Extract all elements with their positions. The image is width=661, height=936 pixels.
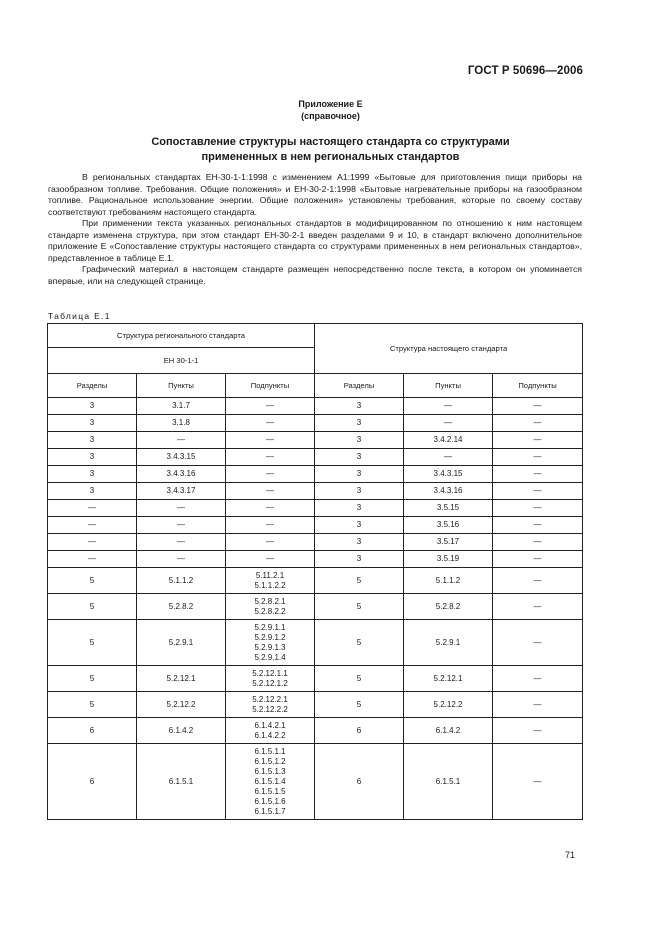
column-header: Подпункты xyxy=(226,374,315,398)
table-cell: — xyxy=(226,415,315,432)
table-cell: 6 xyxy=(315,718,404,744)
table-cell: 3 xyxy=(48,449,137,466)
column-header: Пункты xyxy=(137,374,226,398)
table-cell: — xyxy=(493,744,583,820)
table-row xyxy=(48,551,583,568)
table-cell: 3.1.8 xyxy=(137,415,226,432)
table-row xyxy=(48,744,583,820)
table-row xyxy=(48,594,583,620)
table-cell: — xyxy=(493,620,583,666)
table-row xyxy=(48,398,583,415)
comparison-table xyxy=(47,323,583,820)
table-cell: 6.1.4.2.1 6.1.4.2.2 xyxy=(226,718,315,744)
table-cell: — xyxy=(493,398,583,415)
appendix-title-block xyxy=(0,98,661,122)
table-cell: 3.5.19 xyxy=(404,551,493,568)
table-cell: 5 xyxy=(315,692,404,718)
table-cell: — xyxy=(226,551,315,568)
table-cell: 5 xyxy=(315,568,404,594)
table-cell: 5 xyxy=(48,666,137,692)
table-cell: — xyxy=(137,517,226,534)
paragraph: При применении текста указанных региональных стандартов в модифицированном по отношению к ним настоящем стандарте изменена структура, при этом стандарт ЕН-30-2-1 введен разделами 9 и 10, в стандарт включено дополнительное приложение Е «Сопоставление структуры настоящего стандарта со структурами примененных в нем региональных стандартов», представленное в таблице Е.1. xyxy=(48,218,582,263)
table-cell: 3 xyxy=(48,398,137,415)
table-cell: — xyxy=(137,534,226,551)
table-cell: 5.2.12.2.1 5.2.12.2.2 xyxy=(226,692,315,718)
table-cell: 3 xyxy=(315,517,404,534)
column-header: Разделы xyxy=(48,374,137,398)
table-cell: — xyxy=(493,517,583,534)
table-cell: — xyxy=(404,449,493,466)
table-cell: 3 xyxy=(48,415,137,432)
table-cell: — xyxy=(226,483,315,500)
table-cell: 3.4.3.15 xyxy=(137,449,226,466)
table-cell: 5 xyxy=(48,692,137,718)
table-cell: 6.1.4.2 xyxy=(404,718,493,744)
column-header: Подпункты xyxy=(493,374,583,398)
table-cell: 6 xyxy=(315,744,404,820)
table-cell: 5 xyxy=(315,620,404,666)
column-header: Разделы xyxy=(315,374,404,398)
table-row xyxy=(48,568,583,594)
table-cell: 5.2.12.2 xyxy=(404,692,493,718)
table-cell: 5.11.2.1 5.1.1.2.2 xyxy=(226,568,315,594)
table-row xyxy=(48,449,583,466)
table-cell: — xyxy=(493,534,583,551)
table-cell: — xyxy=(404,398,493,415)
table-cell: 5.2.9.1.1 5.2.9.1.2 5.2.9.1.3 5.2.9.1.4 xyxy=(226,620,315,666)
heading-line-2: примененных в нем региональных стандартов xyxy=(201,151,460,163)
table-cell: — xyxy=(404,415,493,432)
table-row xyxy=(48,415,583,432)
table-cell: 5.2.12.1 xyxy=(137,666,226,692)
table-row xyxy=(48,666,583,692)
table-cell: 6 xyxy=(48,744,137,820)
table-cell: — xyxy=(226,534,315,551)
table-cell: 5 xyxy=(48,568,137,594)
table-cell: 3.5.15 xyxy=(404,500,493,517)
table-cell: 3 xyxy=(48,432,137,449)
table-cell: — xyxy=(226,500,315,517)
table-cell: 3.5.16 xyxy=(404,517,493,534)
appendix-title: Приложение Е xyxy=(298,99,363,109)
table-cell: — xyxy=(137,500,226,517)
table-cell: 3 xyxy=(315,432,404,449)
paragraph: В региональных стандартах ЕН-30-1-1:1998 с изменением А1:1999 «Бытовые для приготовления пищи приборы на газообразном топливе. Требования. Общие положения» и ЕН-30-2-1:1998 «Бытовые нагревательные приборы на газообразном топливе. Рациональное использование энергии. Общие положения» установлены требования, которые по своему составу соответствуют требованиям настоящего стандарта. xyxy=(48,172,582,217)
current-structure-header: Структура настоящего стандарта xyxy=(315,324,583,374)
table-cell: 5 xyxy=(48,594,137,620)
column-header: Пункты xyxy=(404,374,493,398)
table-cell: — xyxy=(48,500,137,517)
table-cell: 3.4.3.16 xyxy=(137,466,226,483)
table-cell: 5.2.8.2 xyxy=(404,594,493,620)
table-cell: 3.4.2.14 xyxy=(404,432,493,449)
table-cell: 3 xyxy=(48,483,137,500)
table-cell: 6.1.5.1 xyxy=(404,744,493,820)
table-body xyxy=(48,398,583,820)
table-cell: 3 xyxy=(315,483,404,500)
table-cell: 3 xyxy=(315,415,404,432)
table-cell: — xyxy=(493,692,583,718)
table-cell: 5.2.12.2 xyxy=(137,692,226,718)
table-cell: 5.2.9.1 xyxy=(404,620,493,666)
table-cell: 5 xyxy=(315,594,404,620)
table-cell: — xyxy=(48,517,137,534)
paragraph: Графический материал в настоящем стандарте размещен непосредственно после текста, в котором он упоминается впервые, или на следующей странице. xyxy=(48,264,582,286)
table-cell: — xyxy=(493,666,583,692)
table-cell: 5.2.8.2 xyxy=(137,594,226,620)
document-code: ГОСТ Р 50696—2006 xyxy=(467,65,583,77)
table-cell: — xyxy=(493,568,583,594)
table-cell: — xyxy=(226,517,315,534)
table-cell: 5.2.12.1 xyxy=(404,666,493,692)
table-cell: 3 xyxy=(315,398,404,415)
table-row xyxy=(48,620,583,666)
table-cell: — xyxy=(493,500,583,517)
table-cell: 5.2.12.1.1 5.2.12.1.2 xyxy=(226,666,315,692)
table-cell: — xyxy=(493,594,583,620)
table-row xyxy=(48,517,583,534)
table-cell: 6.1.5.1.1 6.1.5.1.2 6.1.5.1.3 6.1.5.1.4 6.1.5.1.5 6.1.5.1.6 6.1.5.1.7 xyxy=(226,744,315,820)
table-cell: 3.5.17 xyxy=(404,534,493,551)
table-cell: 3.4.3.15 xyxy=(404,466,493,483)
table-cell: 3 xyxy=(48,466,137,483)
table-cell: 3 xyxy=(315,466,404,483)
table-cell: — xyxy=(493,551,583,568)
table-cell: 5.2.9.1 xyxy=(137,620,226,666)
table-cell: 3.4.3.17 xyxy=(137,483,226,500)
section-heading xyxy=(0,135,661,165)
table-cell: 5.2.8.2.1 5.2.8.2.2 xyxy=(226,594,315,620)
table-cell: 3 xyxy=(315,534,404,551)
table-cell: — xyxy=(493,718,583,744)
table-row xyxy=(48,500,583,517)
table-cell: — xyxy=(226,466,315,483)
table-cell: — xyxy=(493,483,583,500)
table-cell: — xyxy=(226,432,315,449)
table-row xyxy=(48,432,583,449)
table-row xyxy=(48,718,583,744)
table-cell: — xyxy=(493,415,583,432)
table-caption: Таблица Е.1 xyxy=(48,311,111,321)
table-cell: 3.4.3.16 xyxy=(404,483,493,500)
table-cell: — xyxy=(226,449,315,466)
table-cell: — xyxy=(137,432,226,449)
page-number: 71 xyxy=(564,850,575,860)
appendix-subtitle: (справочное) xyxy=(301,111,360,121)
table-cell: — xyxy=(48,551,137,568)
table-row xyxy=(48,534,583,551)
body-text xyxy=(48,172,582,287)
table-cell: 3 xyxy=(315,551,404,568)
table-cell: 6.1.4.2 xyxy=(137,718,226,744)
table-cell: — xyxy=(48,534,137,551)
table-cell: — xyxy=(493,432,583,449)
table-cell: — xyxy=(226,398,315,415)
table-cell: 5.1.1.2 xyxy=(137,568,226,594)
table-cell: — xyxy=(493,466,583,483)
table-row xyxy=(48,466,583,483)
table-cell: 5 xyxy=(48,620,137,666)
heading-line-1: Сопоставление структуры настоящего стандарта со структурами xyxy=(151,136,510,148)
regional-structure-header: Структура регионального стандарта xyxy=(48,324,315,348)
table-cell: 5.1.1.2 xyxy=(404,568,493,594)
regional-standard-name: ЕН 30-1-1 xyxy=(48,348,315,374)
table-cell: 3 xyxy=(315,500,404,517)
table-cell: 5 xyxy=(315,666,404,692)
table-cell: — xyxy=(137,551,226,568)
table-cell: 6.1.5.1 xyxy=(137,744,226,820)
table-row xyxy=(48,483,583,500)
table-row xyxy=(48,692,583,718)
table-cell: — xyxy=(493,449,583,466)
table-cell: 3 xyxy=(315,449,404,466)
table-cell: 6 xyxy=(48,718,137,744)
table-cell: 3.1.7 xyxy=(137,398,226,415)
